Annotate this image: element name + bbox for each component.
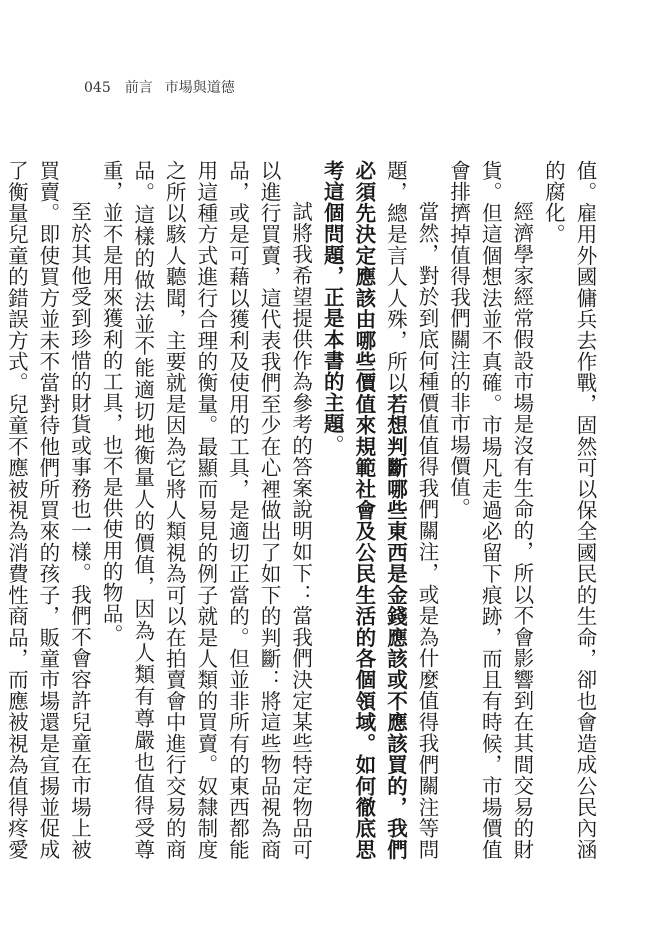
text-run: 值。雇用外國傭兵去作戰，固然可以保全國民的生命，卻也會造成公民內涵的腐化。	[541, 160, 597, 860]
text-run: 當然，對於到底何種價值值得我們關注，或是為什麼值得我們關注等問題，總是言人人殊，所以	[383, 160, 440, 860]
text-run: 經濟學家經常假設市場是沒有生命的，所以不會影響到在其間交易的財貨。但這個想法並不真確。市場凡走過必留下痕跡，而且有時候，市場價值會排擠掉值得我們關注的非市場價值。	[446, 160, 534, 860]
text-run: 至於其他受到珍惜的財貨或事務也一樣。我們不會容許兒童在市場上被買賣。即使買方並未不當對待他們所買來的孩子，販童市場還是宣揚並促成了衡量兒童的錯誤方式。兒童不應被視為消費性商品，而應被視為值得疼愛	[4, 160, 92, 860]
text-run: 試將我希望提供作為參考的答案說明如下：當我們決定某些特定物品可以進行買賣，這代表我們至少在心裡做出了如下的判斷：將這些物品視為商品，或是可藉以獲利及使用的工具，是適切正當的。但並非所有的東西都能用這種方式進行合理的衡量。最顯而易見的例子就是人類的買賣。奴隸制度之所以駭人聽聞，主要就是因為它將人類視為可以在拍賣會中進行交易的商品。這樣的做法並不能適切地衡量人的價值，因為人類有尊嚴也值得受尊重，並不是用來獲利的工具，也不是供使用的物品。	[99, 160, 313, 860]
paragraph	[95, 160, 316, 860]
bold-emphasis: 若想判斷哪些東西是金錢應該或不應該買的，我們必須先決定應該由哪些價值來規範社會及公民生活的各個領域。如何徹底思考這個問題，正是本書的主題	[320, 160, 408, 860]
page-number: 045	[84, 80, 111, 96]
paragraph	[442, 160, 537, 860]
text-run: 。	[320, 434, 345, 456]
vertical-body-text	[4, 160, 600, 860]
paragraph	[0, 160, 95, 860]
paragraph	[537, 160, 600, 860]
chapter-title: 市場與道德	[164, 80, 235, 96]
section-label: 前言	[124, 80, 153, 96]
paragraph	[316, 160, 442, 860]
running-header	[84, 77, 235, 97]
